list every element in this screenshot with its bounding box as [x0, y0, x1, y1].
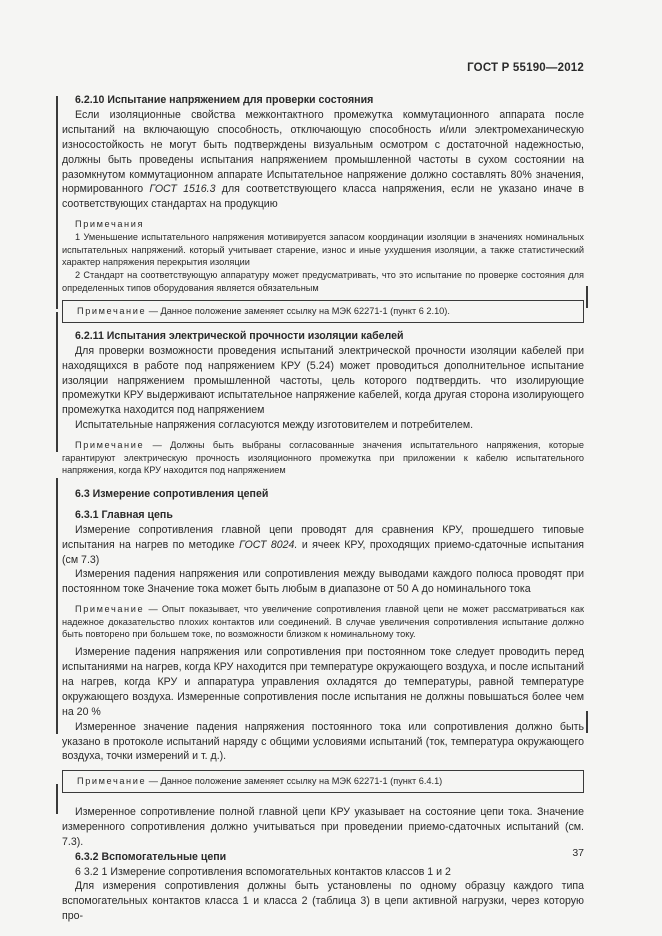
paragraph: Для проверки возможности проведения испытаний электрической прочности изоляции кабелей при находящихся в работе под напряжением КРУ (5.24) может проводиться дополнительное испытание изоляции напряжением промышленной частоты, цель которого подтвердить. что изолирующие промежутки КРУ выдерживают испытательное напряжение кабелей, когда другая сторона изолирующего промежутка находится под напряжением	[62, 344, 584, 417]
note-text: — Данное положение заменяет ссылку на МЭК 62271-1 (пункт 6 2.10).	[146, 306, 450, 317]
box-edge	[586, 286, 588, 308]
document-body	[62, 93, 584, 924]
paragraph: Для измерения сопротивления должны быть установлены по одному образцу каждого типа вспомогательных контактов класса 1 и класса 2 (таблица 3) в цепи активной нагрузки, через которую про-	[62, 880, 584, 923]
paragraph: Испытательные напряжения согласуются между изготовителем и потребителем.	[75, 419, 474, 432]
standard-reference: ГОСТ 1516.3	[149, 183, 216, 196]
paragraph: Измеренное сопротивление полной главной цепи КРУ указывает на состояние цепи тока. Значение измеренного сопротивления должно учитываться при проведении приемо-сдаточных испытаний (см. 7.3).	[62, 805, 584, 848]
paragraph: Если изоляционные свойства межконтактного промежутка коммутационного аппарата после испытаний на включающую способность, отключающую способность и/или электромеханическую износостойкость не могут быть подтверждены визуальным осмотром с достаточной надежностью, должны быть проведены испытания напряжением промышленной частоты в сухом состоянии на разомкнутом коммутационном аппарате Испытательное напряжение должно составлять 80% значения, нормированного ГОСТ 1516.3 для соответствующего класса напряжения, если не указано иначе в соответствующих стандартах на продукцию	[62, 108, 584, 211]
note-text: — Данное положение заменяет ссылку на МЭК 62271-1 (пункт 6.4.1)	[146, 776, 443, 787]
standard-reference: ГОСТ 8024.	[239, 538, 298, 551]
replacement-note-box	[62, 300, 584, 323]
subsection-heading: 6.3.2 Вспомогательные цепи	[75, 850, 227, 863]
note-label: Примечание	[77, 776, 147, 787]
revision-bar	[56, 312, 58, 452]
page-number: 37	[572, 847, 584, 859]
section-heading: 6.2.11 Испытания электрической прочности изоляции кабелей	[75, 329, 404, 342]
paragraph: Измерения падения напряжения или сопротивления между выводами каждого полюса проводят при постоянном токе Значение тока может быть любым в диапазоне от 50 А до номинального тока	[62, 568, 584, 596]
paragraph: 6 3.2 1 Измерение сопротивления вспомогательных контактов классов 1 и 2	[75, 865, 451, 878]
document-id: ГОСТ Р 55190—2012	[467, 62, 584, 74]
note: Примечание — Опыт показывает, что увеличение сопротивления главной цепи не может рассматриваться как надежное доказательство плохих контактов или соединений. В случае увеличения сопротивления испытание должно быть повторено при большем токе, по возможности близком к номинальному току.	[62, 604, 584, 640]
note: Примечание — Должны быть выбраны согласованные значения испытательного напряжения, которые гарантируют электрическую прочность изоляционного промежутка при приложении к кабелю испытательного напряжения, когда КРУ находится под напряжением	[62, 440, 584, 476]
section-heading: 6.3 Измерение сопротивления цепей	[75, 487, 269, 500]
replacement-note-box	[62, 770, 584, 793]
paragraph: Измерение падения напряжения или сопротивления при постоянном токе следует проводить перед испытаниями на нагрев, когда КРУ находится при температуре окружающего воздуха, и после испытаний на нагрев, когда КРУ и аппаратура управления охладятся до температуры, равной температуре окружающего воздуха. Измеренные сопротивления после испытания не должны повышаться более чем на 20 %	[62, 646, 584, 718]
subsection-heading: 6.3.1 Главная цепь	[75, 508, 173, 521]
box-edge	[586, 711, 588, 733]
note-2: 2 Стандарт на соответствующую аппаратуру может предусматривать, что это испытание по проверке состояния для определенных типов оборудования является обязательным	[62, 270, 584, 293]
revision-bar	[56, 96, 58, 309]
revision-bar	[56, 784, 58, 814]
paragraph: Измерение сопротивления главной цепи проводят для сравнения КРУ, прошедшего типовые испытания на нагрев по методике ГОСТ 8024. и ячеек КРУ, проходящих приемо-сдаточные испытания (см 7.3)	[62, 523, 585, 566]
paragraph: Измеренное значение падения напряжения постоянного тока или сопротивления должно быть указано в протоколе испытаний наряду с общими условиями испытаний (ток, температура окружающего воздуха, точки измерений и т. д.).	[62, 720, 584, 763]
notes-title: Примечания	[75, 219, 145, 230]
revision-bar	[56, 478, 58, 734]
note-1: 1 Уменьшение испытательного напряжения мотивируется запасом координации изоляции в значениях номинальных испытательных напряжений. который учитывает старение, износ и иные ухудшения изоляции, а также статистический характер напряжения перекрытия изоляции	[62, 232, 584, 268]
note-label: Примечание	[77, 306, 147, 317]
section-heading: 6.2.10 Испытание напряжением для проверки состояния	[75, 94, 374, 106]
